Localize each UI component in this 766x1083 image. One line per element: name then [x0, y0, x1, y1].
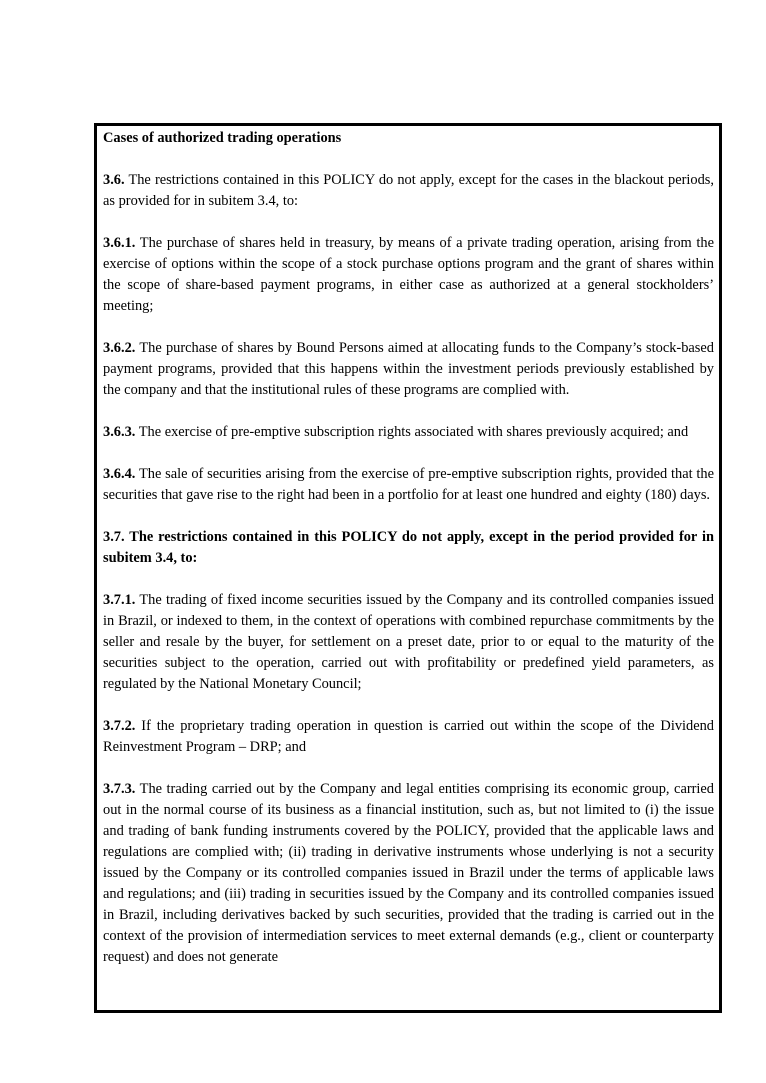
paragraph-number: 3.6.2.: [103, 340, 136, 356]
paragraph-text: The purchase of shares held in treasury, by means of a private trading operation, arising from the exercise of options within the scope of a stock purchase options program and the grant of shares within the scope of share-based payment programs, in either case as authorized at a general stockholders’ meeting;: [103, 235, 714, 314]
paragraph-3-7-3: [103, 779, 714, 968]
paragraph-3-6-2: [103, 338, 714, 401]
paragraph-number: 3.7.: [103, 529, 125, 545]
paragraph-3-6: [103, 170, 714, 212]
paragraph-3-7: [103, 527, 714, 569]
paragraph-number: 3.6.4.: [103, 466, 136, 482]
paragraph-number: 3.7.3.: [103, 781, 136, 797]
section-heading: Cases of authorized trading operations: [103, 130, 342, 146]
paragraph-number: 3.7.1.: [103, 592, 136, 608]
paragraph-text: The restrictions contained in this POLICY do not apply, except for the cases in the blackout periods, as provided for in subitem 3.4, to:: [103, 172, 714, 209]
paragraph-number: 3.7.2.: [103, 718, 136, 734]
paragraph-3-6-3: [103, 422, 714, 443]
paragraph-text: The exercise of pre-emptive subscription rights associated with shares previously acquired; and: [135, 424, 689, 440]
paragraph-3-7-1: [103, 590, 714, 695]
document-text-box: [94, 123, 722, 1013]
paragraph-number: 3.6.1.: [103, 235, 136, 251]
paragraph-text: The purchase of shares by Bound Persons aimed at allocating funds to the Company’s stock-based payment programs, provided that this happens within the investment periods previously established by the company and that the institutional rules of these programs are complied with.: [103, 340, 714, 398]
paragraph-text: The trading of fixed income securities issued by the Company and its controlled companies issued in Brazil, or indexed to them, in the context of operations with combined repurchase commitments by the seller and resale by the buyer, for settlement on a preset date, prior to or equal to the maturity of the securities subject to the operation, carried out with profitability or predefined yield parameters, as regulated by the National Monetary Council;: [103, 592, 714, 692]
paragraph-text: If the proprietary trading operation in question is carried out within the scope of the Dividend Reinvestment Program – DRP; and: [103, 718, 714, 755]
paragraph-number: 3.6.: [103, 172, 125, 188]
paragraph-3-6-1: [103, 233, 714, 317]
paragraph-text: The sale of securities arising from the exercise of pre-emptive subscription rights, provided that the securities that gave rise to the right had been in a portfolio for at least one hundred and eighty (180) days.: [103, 466, 714, 503]
paragraph-3-7-2: [103, 716, 714, 758]
paragraph-number: 3.6.3.: [103, 424, 136, 440]
paragraph-text: The trading carried out by the Company and legal entities comprising its economic group, carried out in the normal course of its business as a financial institution, such as, but not limited to (i) the issue and trading of bank funding instruments covered by the POLICY, provided that the applicable laws and regulations are complied with; (ii) trading in derivative instruments whose underlying is not a security issued by the Company or its controlled companies issued in Brazil under the terms of applicable laws and regulations; and (iii) trading in securities issued by the Company and its controlled companies issued in Brazil, including derivatives backed by such securities, provided that the trading is carried out in the context of the provision of intermediation services to meet external demands (e.g., client or counterparty request) and does not generate: [103, 781, 714, 965]
paragraph-text: The restrictions contained in this POLICY do not apply, except in the period provided for in subitem 3.4, to:: [103, 529, 714, 566]
paragraph-3-6-4: [103, 464, 714, 506]
